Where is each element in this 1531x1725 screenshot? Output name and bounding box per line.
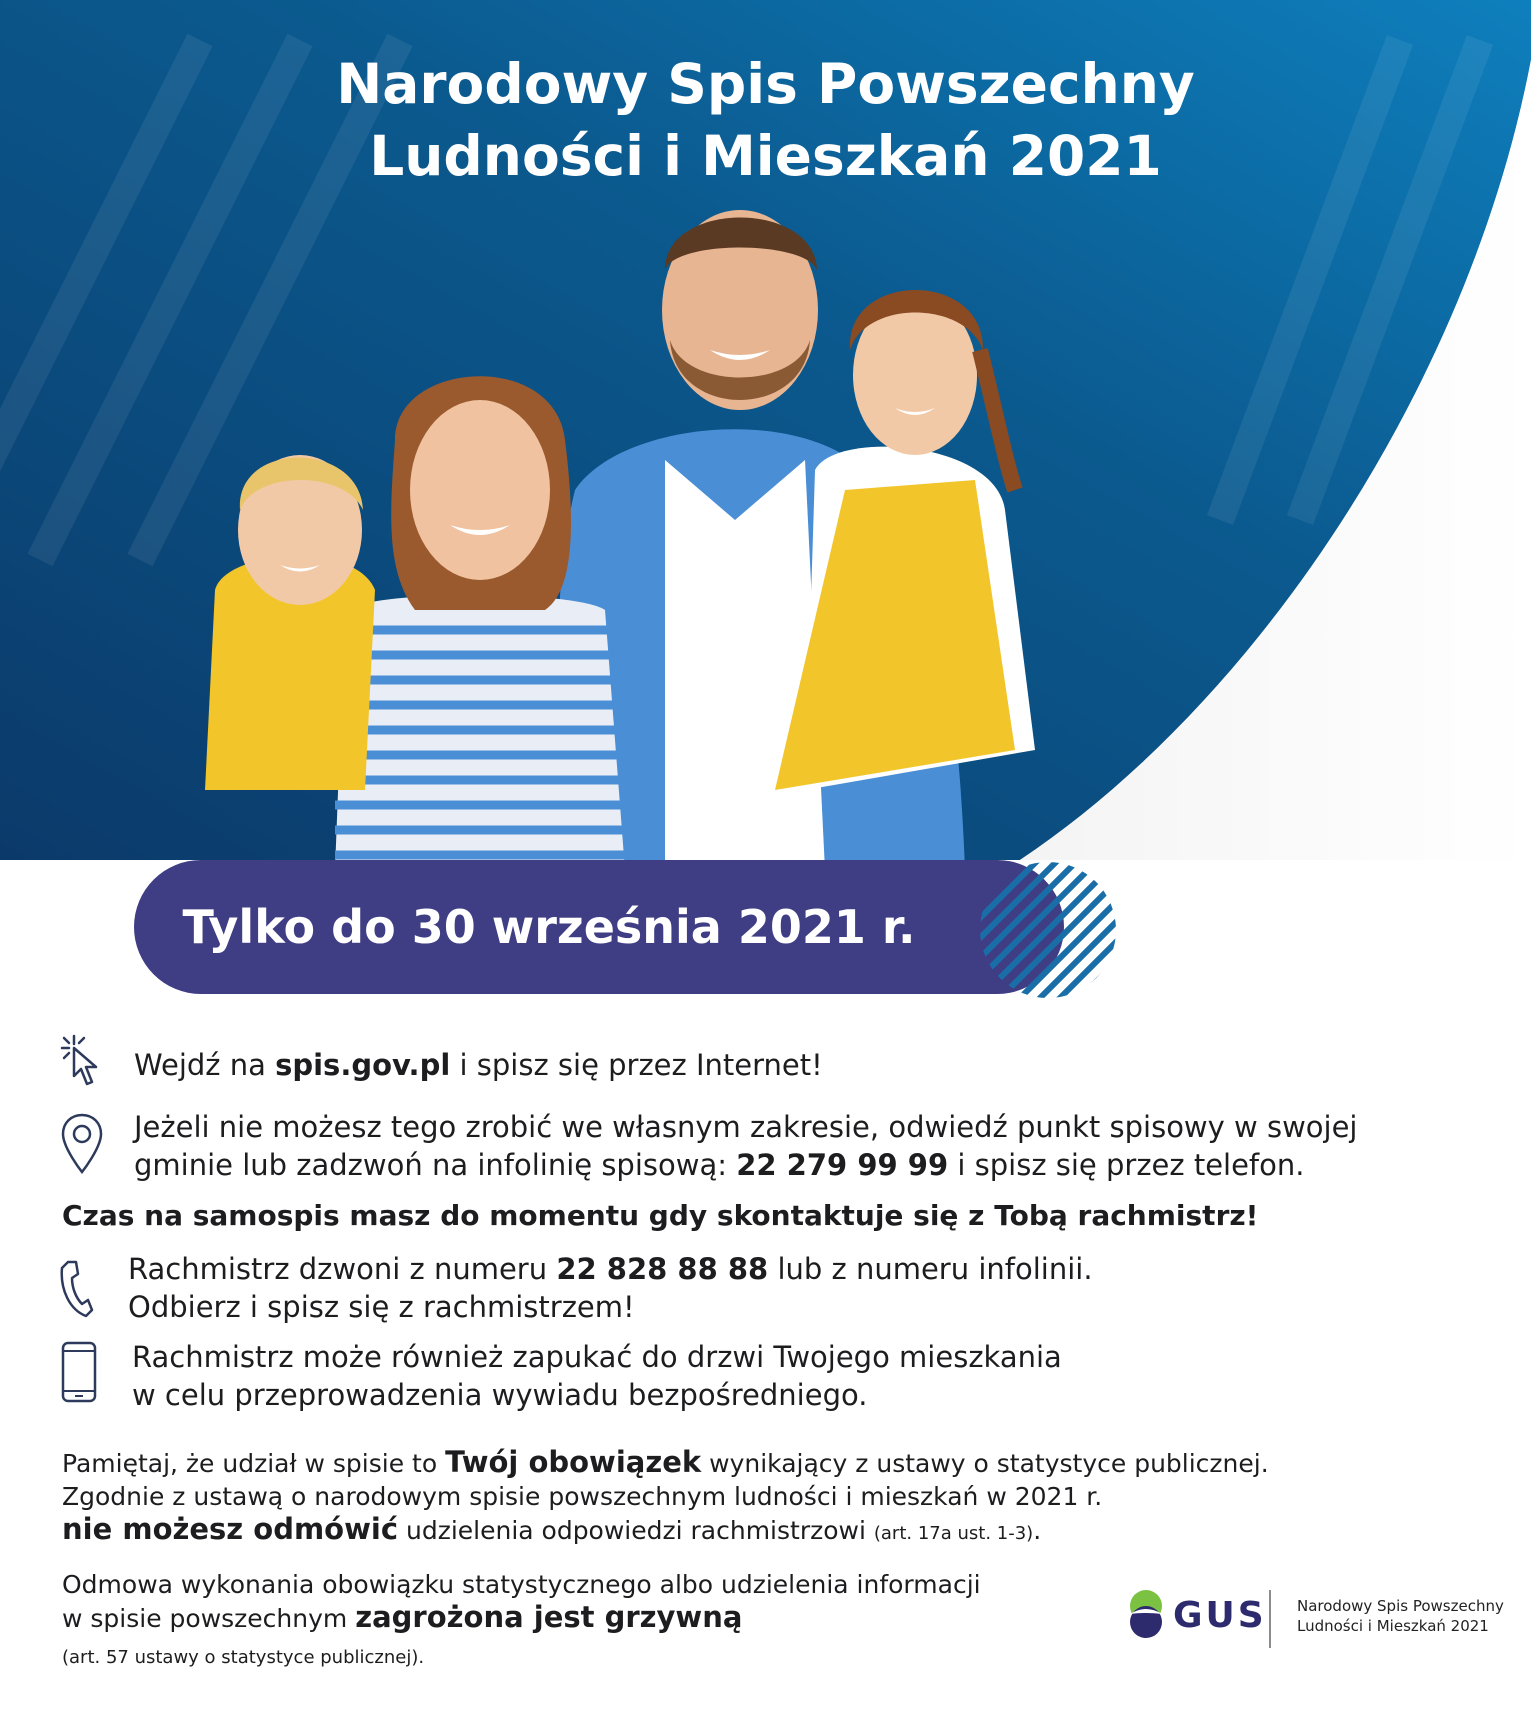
item-online-pre: Wejdź na <box>134 1048 276 1082</box>
legal1-bold3: nie możesz odmówić <box>62 1512 399 1546</box>
legal-obligation <box>62 1446 1269 1550</box>
item-phone-post: lub z numeru infolinii. <box>768 1252 1093 1286</box>
item-online <box>134 1046 823 1084</box>
item-phone-pre: Rachmistrz dzwoni z numeru <box>128 1252 557 1286</box>
title-line-2: Ludności i Mieszkań 2021 <box>369 124 1162 188</box>
legal2-citation: (art. 57 ustawy o statystyce publicznej). <box>62 1647 425 1668</box>
item-door-line2: w celu przeprowadzenia wywiadu bezpośredniego. <box>132 1378 868 1412</box>
self-census-heading: Czas na samospis masz do momentu gdy skontaktuje się z Tobą rachmistrz! <box>62 1199 1259 1232</box>
legal1-pre: Pamiętaj, że udział w spisie to <box>62 1449 446 1478</box>
item-phone-line2: Odbierz i spisz się z rachmistrzem! <box>128 1290 635 1324</box>
gus-caption-line2: Ludności i Mieszkań 2021 <box>1297 1617 1489 1635</box>
legal1-line3 <box>62 1513 1269 1550</box>
infoline-number: 22 279 99 99 <box>736 1148 949 1182</box>
legal1-post3: udzielenia odpowiedzi rachmistrzowi <box>398 1516 874 1545</box>
gus-caption-line1: Narodowy Spis Powszechny <box>1297 1597 1504 1615</box>
family-photo <box>195 190 1135 870</box>
item-phone-line1 <box>128 1250 1093 1288</box>
legal1-post: wynikający z ustawy o statystyce publicznej. <box>701 1449 1269 1478</box>
legal2-line1: Odmowa wykonania obowiązku statystycznego albo udzielenia informacji <box>62 1570 981 1599</box>
legal1-citation: (art. 17a ust. 1-3) <box>873 1523 1034 1544</box>
item-visit-line2 <box>134 1146 1358 1184</box>
item-phone-call <box>128 1250 1093 1326</box>
page-title <box>0 48 1531 192</box>
mobile-phone-icon <box>60 1340 98 1404</box>
legal-obligation-line1 <box>62 1446 1269 1480</box>
item-door-line1: Rachmistrz może również zapukać do drzwi Twojego mieszkania <box>132 1340 1062 1374</box>
gus-caption <box>1297 1596 1504 1636</box>
legal2-line2 <box>62 1601 981 1635</box>
item-visit-line1: Jeżeli nie możesz tego zrobić we własnym zakresie, odwiedź punkt spisowy w swojej <box>134 1110 1358 1144</box>
location-pin-icon <box>60 1112 104 1176</box>
legal2-pre: w spisie powszechnym <box>62 1604 356 1633</box>
deadline-text: Tylko do 30 września 2021 r. <box>182 900 916 954</box>
cursor-click-icon <box>60 1034 106 1090</box>
legal1-line2: Zgodnie z ustawą o narodowym spisie powszechnym ludności i mieszkań w 2021 r. <box>62 1482 1103 1511</box>
item-online-post: i spisz się przez Internet! <box>450 1048 823 1082</box>
legal2-bold: zagrożona jest grzywną <box>355 1600 743 1634</box>
phone-handset-icon <box>58 1258 94 1318</box>
item-visit <box>134 1108 1358 1184</box>
website-link[interactable]: spis.gov.pl <box>275 1048 451 1082</box>
gus-wordmark: GUS <box>1173 1595 1267 1636</box>
item-visit-post: i spisz się przez telefon. <box>948 1148 1305 1182</box>
enumerator-number: 22 828 88 88 <box>556 1252 769 1286</box>
item-door-visit <box>132 1338 1062 1414</box>
striped-circle-decoration <box>978 860 1118 1000</box>
legal1-end: . <box>1033 1516 1042 1545</box>
title-line-1: Narodowy Spis Powszechny <box>336 52 1195 116</box>
legal-penalty <box>62 1568 981 1674</box>
legal1-bold: Twój obowiązek <box>445 1445 702 1479</box>
item-visit-pre: gminie lub zadzwoń na infolinię spisową: <box>134 1148 737 1182</box>
